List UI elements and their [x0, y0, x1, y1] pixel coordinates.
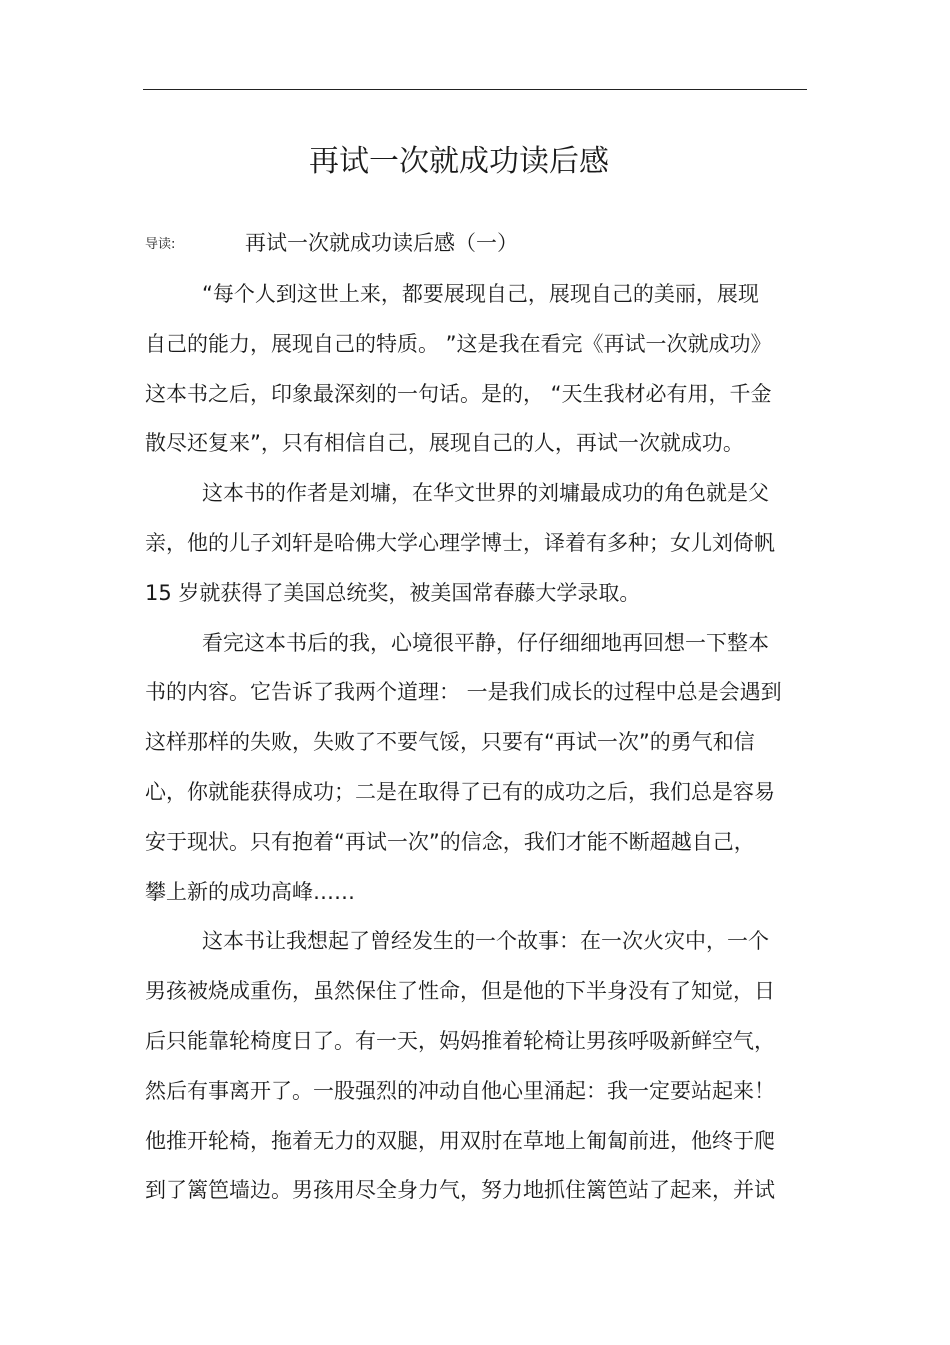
text-line: 这本书之后，印象最深刻的一句话。是的， “天生我材必有用，千金	[145, 381, 772, 406]
text-line: 然后有事离开了。一股强烈的冲动自他心里涌起：我一定要站起来！	[145, 1078, 775, 1103]
text-line: 后只能靠轮椅度日了。有一天，妈妈推着轮椅让男孩呼吸新鲜空气，	[145, 1028, 775, 1053]
intro-row	[145, 228, 809, 258]
paragraph-3	[145, 622, 809, 921]
text-line: 自己的能力，展现自己的特质。 ”这是我在看完《再试一次就成功》	[145, 331, 772, 356]
text-line: “每个人到这世上来，都要展现自己，展现自己的美丽，展现	[202, 282, 759, 306]
text-line: 攀上新的成功高峰……	[145, 879, 355, 904]
text-line: 男孩被烧成重伤，虽然保住了性命，但是他的下半身没有了知觉，日	[145, 979, 775, 1004]
document-body	[145, 273, 809, 1219]
intro-label: 导读:	[145, 237, 176, 252]
paragraph-4	[145, 920, 809, 1219]
document-title: 再试一次就成功读后感	[309, 144, 609, 179]
paragraph-2	[145, 472, 809, 621]
text-line: 安于现状。只有抱着“再试一次”的信念，我们才能不断超越自己，	[145, 829, 755, 854]
header-rule	[143, 89, 807, 90]
paragraph-1	[145, 273, 809, 472]
text-line: 散尽还复来”，只有相信自己，展现自己的人，再试一次就成功。	[145, 431, 744, 456]
text-line: 15 岁就获得了美国总统奖，被美国常春藤大学录取。	[145, 580, 641, 605]
intro-subtitle: 再试一次就成功读后感（一）	[245, 231, 518, 255]
text-line: 亲，他的儿子刘轩是哈佛大学心理学博士，译着有多种；女儿刘倚帆	[145, 530, 775, 555]
text-line: 看完这本书后的我，心境很平静，仔仔细细地再回想一下整本	[202, 630, 769, 655]
text-line: 到了篱笆墙边。男孩用尽全身力气，努力地抓住篱笆站了起来，并试	[145, 1178, 775, 1203]
text-line: 他推开轮椅，拖着无力的双腿，用双肘在草地上匍匐前进，他终于爬	[145, 1128, 775, 1153]
text-line: 书的内容。它告诉了我两个道理： 一是我们成长的过程中总是会遇到	[145, 680, 782, 705]
text-line: 这本书让我想起了曾经发生的一个故事：在一次火灾中，一个	[202, 929, 769, 954]
text-line: 心，你就能获得成功；二是在取得了已有的成功之后，我们总是容易	[145, 779, 775, 804]
text-line: 这本书的作者是刘墉，在华文世界的刘墉最成功的角色就是父	[202, 481, 769, 506]
text-line: 这样那样的失败，失败了不要气馁，只要有“再试一次”的勇气和信	[145, 730, 755, 755]
